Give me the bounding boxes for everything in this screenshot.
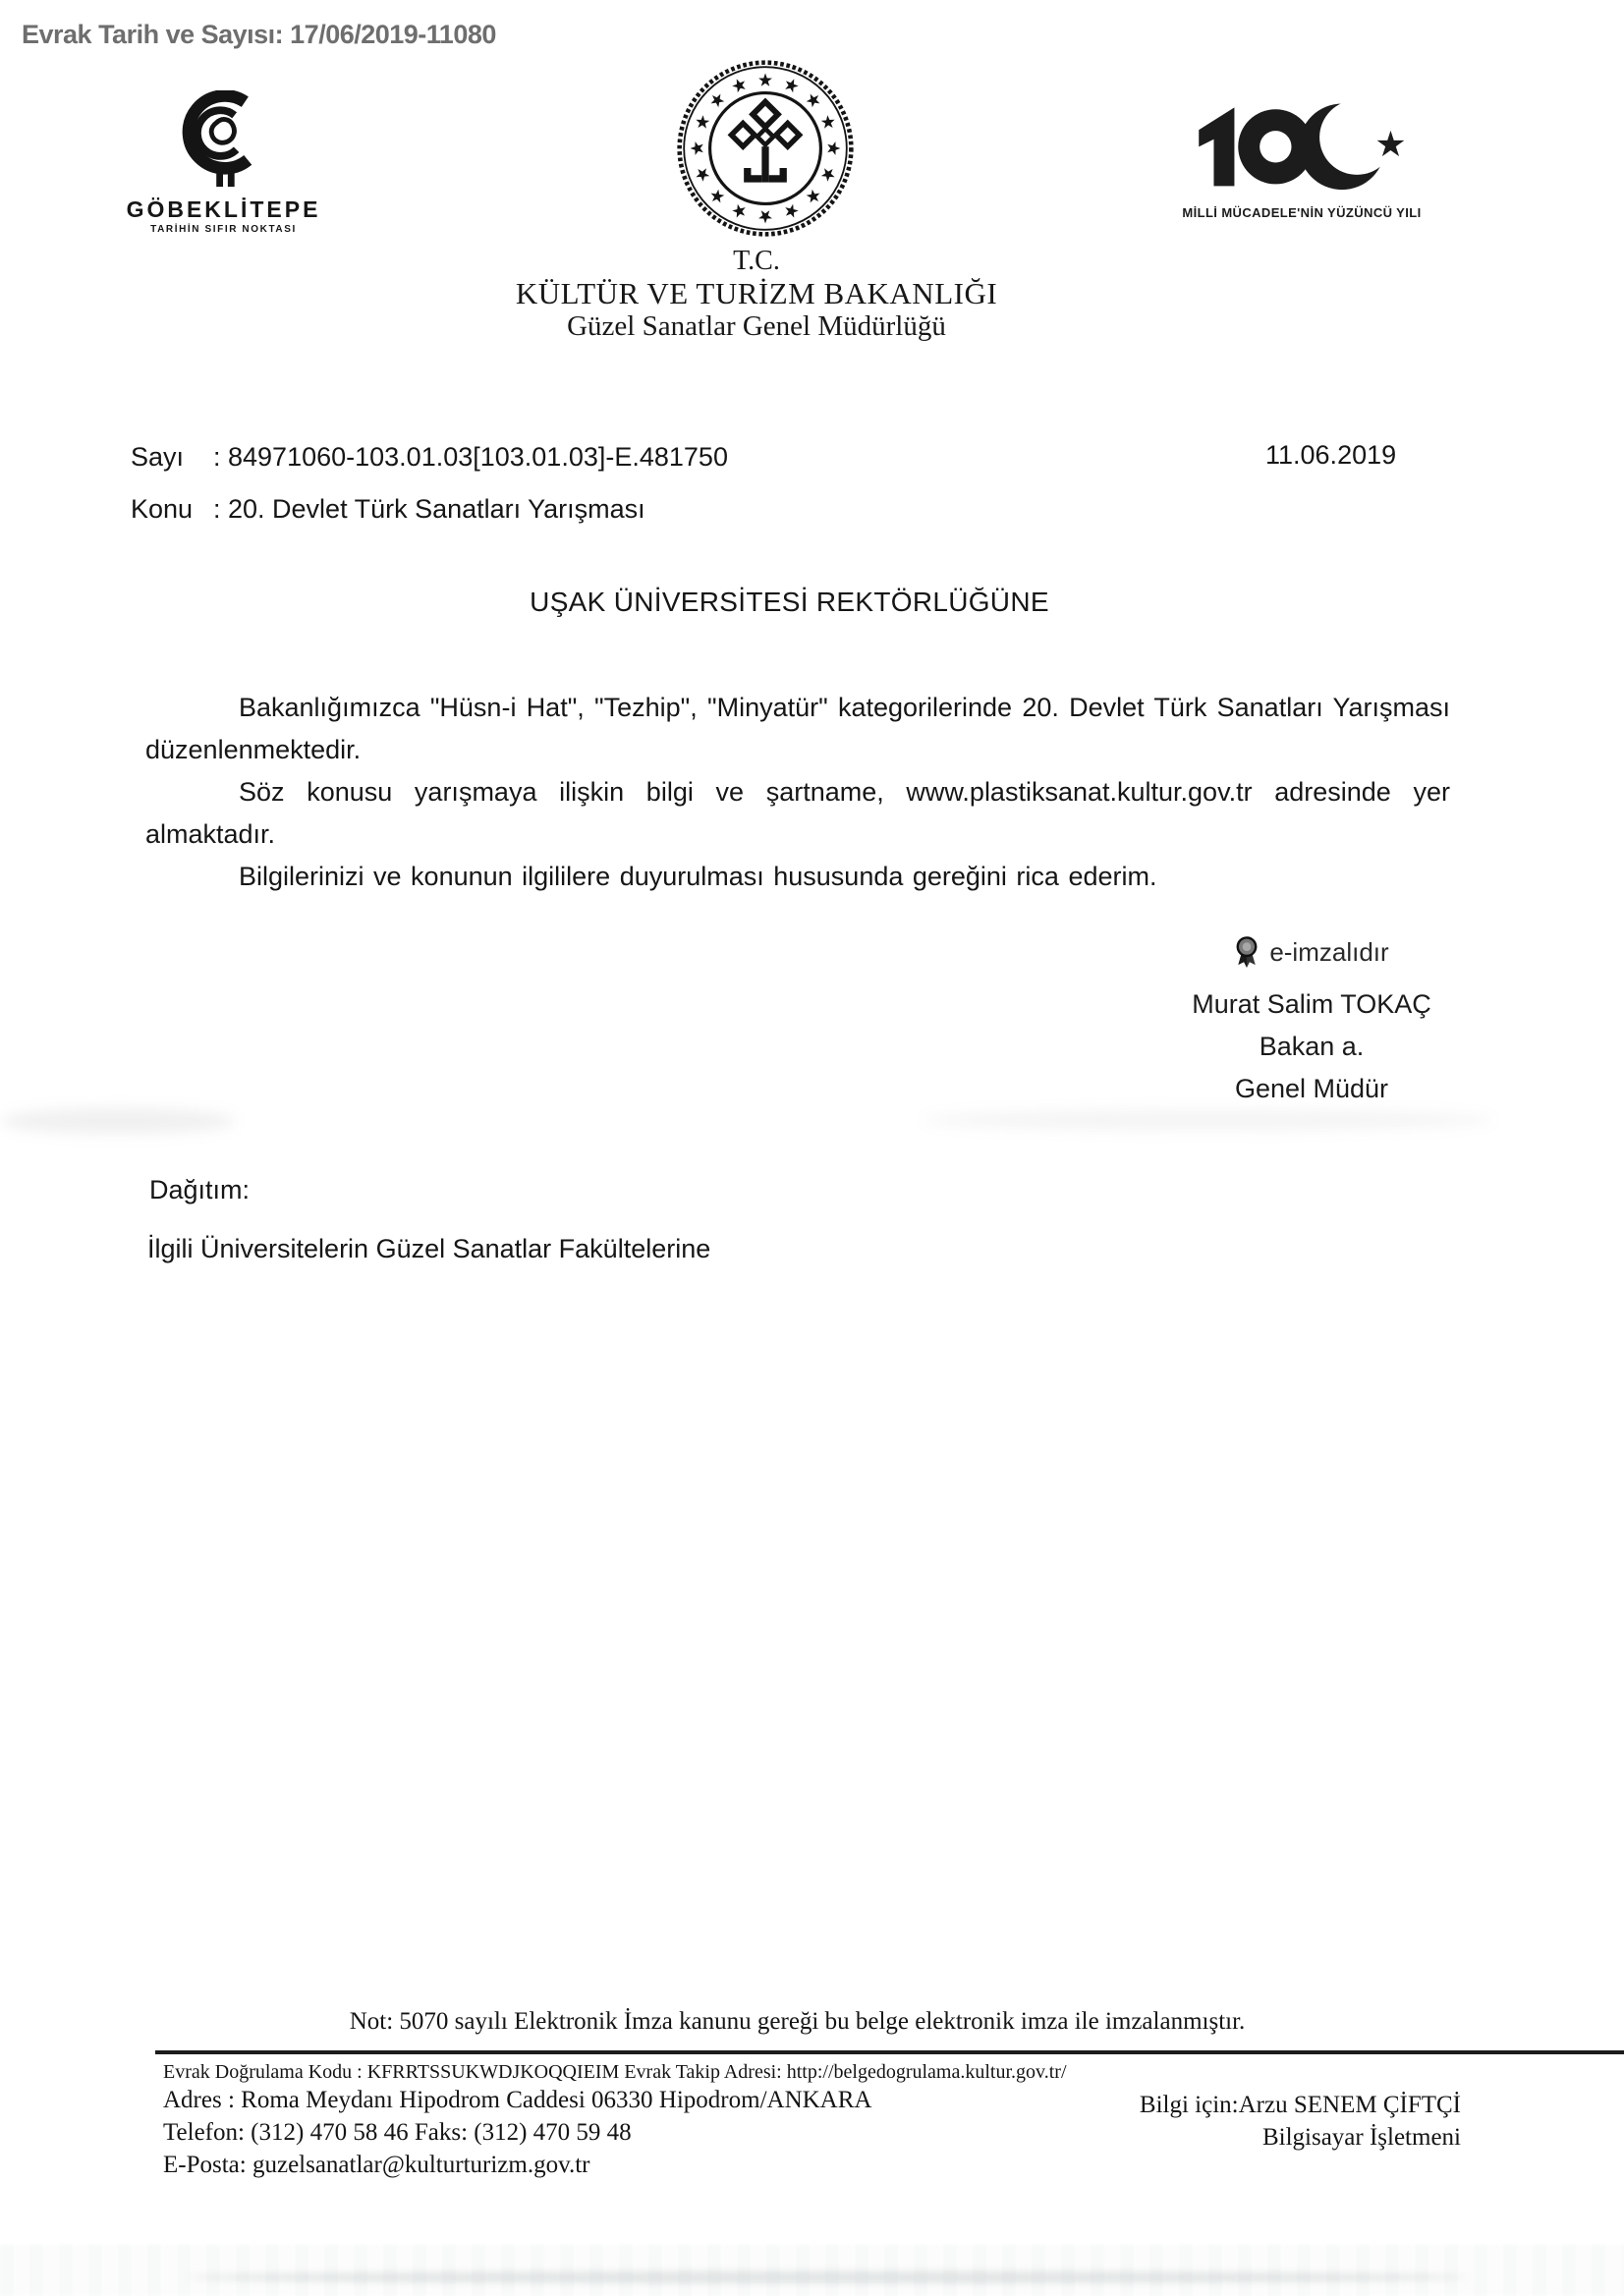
footer-contact-person: Bilgi için:Arzu SENEM ÇİFTÇİ	[1139, 2092, 1461, 2118]
letterhead-ministry: KÜLTÜR VE TURİZM BAKANLIĞI	[515, 276, 998, 310]
letterhead-directorate: Güzel Sanatlar Genel Müdürlüğü	[567, 310, 946, 342]
signature-block	[1120, 936, 1503, 1110]
sayi-label: Sayı	[131, 442, 185, 472]
esign-legal-note: Not: 5070 sayılı Elektronik İmza kanunu gereği bu belge elektronik imza ile imzalanmıştır.	[349, 2008, 1246, 2035]
scan-smudge-left	[0, 1108, 236, 1134]
footer-phone-fax: Telefon: (312) 470 58 46 Faks: (312) 470 59 48	[163, 2119, 632, 2146]
document-date-number-stamp: Evrak Tarih ve Sayısı: 17/06/2019-11080	[22, 20, 496, 49]
konu-value: : 20. Devlet Türk Sanatları Yarışması	[213, 494, 645, 524]
distribution-label: Dağıtım:	[149, 1175, 251, 1204]
footer-email: E-Posta: guzelsanatlar@kulturturizm.gov.tr	[163, 2152, 590, 2178]
footer-contact-block	[1140, 2089, 1461, 2154]
body-paragraph-2: Söz konusu yarışmaya ilişkin bilgi ve şartname, www.plastiksanat.kultur.gov.tr adresinde yer almaktadır.	[145, 777, 1450, 849]
footer-divider	[155, 2050, 1624, 2054]
gobeklitepe-monument-icon	[177, 90, 270, 191]
recipient-line: UŞAK ÜNİVERSİTESİ REKTÖRLÜĞÜNE	[530, 587, 1049, 617]
svg-text:★: ★	[1374, 122, 1407, 165]
ribbon-seal-icon	[1234, 936, 1260, 969]
gobeklitepe-wordmark: GÖBEKLİTEPE	[126, 196, 321, 222]
letterhead-tc: T.C.	[733, 246, 780, 276]
esign-row	[1120, 936, 1503, 969]
scan-smudge-right	[924, 1110, 1493, 1130]
scan-artifact-band	[0, 2245, 1624, 2296]
document-date: 11.06.2019	[1265, 440, 1397, 470]
signer-title-1: Bakan a.	[1259, 1032, 1365, 1061]
konu-label: Konu	[131, 494, 194, 524]
centenary-logo	[1179, 94, 1425, 220]
sayi-value: : 84971060-103.01.03[103.01.03]-E.481750	[213, 442, 728, 472]
footer-contact-title: Bilgisayar İşletmeni	[1261, 2124, 1461, 2151]
gobeklitepe-tagline: TARİHİN SIFIR NOKTASI	[150, 224, 297, 235]
gobeklitepe-logo	[118, 90, 329, 235]
esign-label: e-imzalıdır	[1269, 937, 1389, 967]
reference-sayi-row	[131, 442, 728, 473]
footer-address: Adres : Roma Meydanı Hipodrom Caddesi 06330 Hipodrom/ANKARA	[163, 2087, 872, 2113]
body-paragraph-3: Bilgilerinizi ve konunun ilgililere duyurulması hususunda gereğini rica ederim.	[239, 862, 1157, 891]
verification-code-line: Evrak Doğrulama Kodu : KFRRTSSUKWDJKOQQIEIM Evrak Takip Adresi: http://belgedogrulama.kultur.gov.tr/	[163, 2061, 1067, 2083]
centenary-caption: MİLLİ MÜCADELE'NİN YÜZÜNCÜ YILI	[1182, 205, 1422, 220]
reference-konu-row	[131, 494, 645, 525]
signer-title-2: Genel Müdür	[1234, 1074, 1389, 1103]
signer-name: Murat Salim TOKAÇ	[1192, 989, 1431, 1019]
distribution-item: İlgili Üniversitelerin Güzel Sanatlar Fakültelerine	[147, 1234, 711, 1263]
letter-body	[145, 687, 1450, 898]
letterhead	[413, 246, 1100, 343]
ministry-kufic-knot-emblem-icon	[676, 59, 855, 238]
body-paragraph-1: Bakanlığımızca "Hüsn-i Hat", "Tezhip", "Minyatür" kategorilerinde 20. Devlet Türk Sanatları Yarışması düzenlenmektedir.	[145, 693, 1450, 764]
centenary-100-crescent-star-icon	[1184, 94, 1420, 193]
